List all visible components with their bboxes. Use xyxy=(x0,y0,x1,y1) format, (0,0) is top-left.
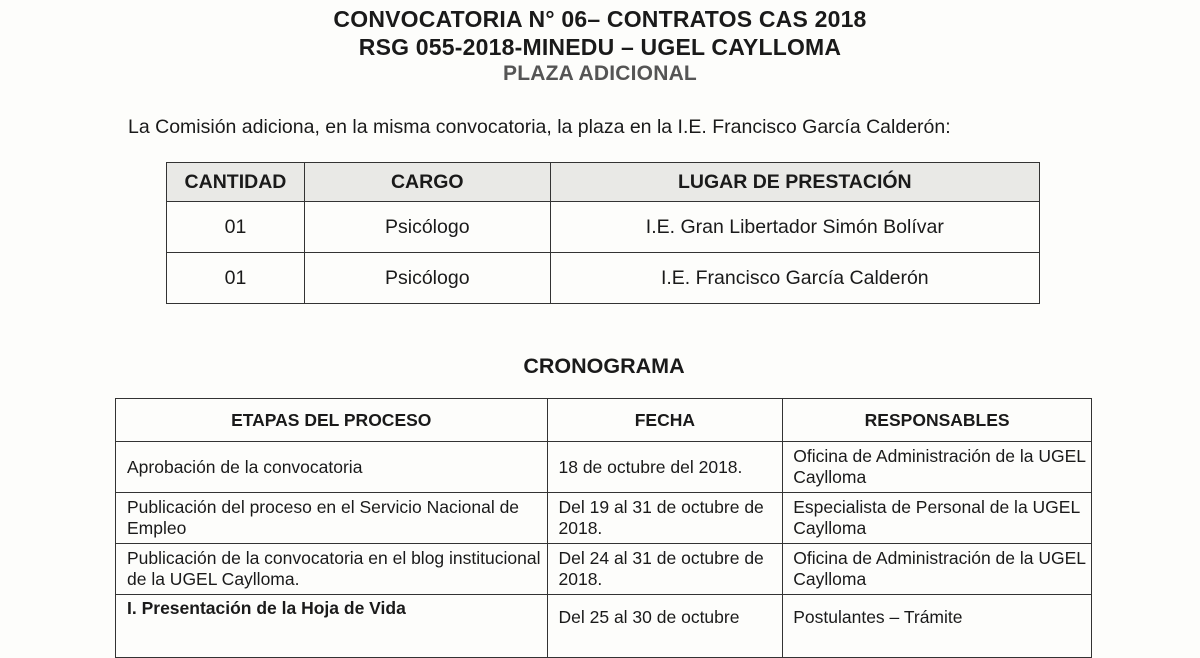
cronograma-title: CRONOGRAMA xyxy=(523,354,685,378)
cell-cargo: Psicólogo xyxy=(304,253,550,304)
stage-heading: I. Presentación de la Hoja de Vida xyxy=(127,598,406,618)
column-header-etapas: ETAPAS DEL PROCESO xyxy=(116,399,548,442)
document-subtitle: RSG 055-2018-MINEDU – UGEL CAYLLOMA xyxy=(358,34,842,60)
cell-cargo: Psicólogo xyxy=(304,202,550,253)
column-header-lugar: LUGAR DE PRESTACIÓN xyxy=(550,163,1039,202)
cell-lugar: I.E. Francisco García Calderón xyxy=(550,253,1039,304)
intro-paragraph: La Comisión adiciona, en la misma convocatoria, la plaza en la I.E. Francisco García Calderón: xyxy=(128,116,951,138)
cell-responsable: Especialista de Personal de la UGEL Caylloma xyxy=(783,493,1092,544)
column-header-responsables: RESPONSABLES xyxy=(783,399,1092,442)
cell-responsable: Oficina de Administración de la UGEL Caylloma xyxy=(783,544,1092,595)
table-row xyxy=(116,595,1092,658)
cell-cantidad: 01 xyxy=(167,202,305,253)
cell-fecha: Del 19 al 31 de octubre de 2018. xyxy=(547,493,783,544)
cronograma-table xyxy=(115,398,1092,658)
cell-responsable: Postulantes – Trámite xyxy=(783,595,1092,658)
cell-etapa: Publicación de la convocatoria en el blog institucional de la UGEL Caylloma. xyxy=(116,544,548,595)
column-header-cargo: CARGO xyxy=(304,163,550,202)
table-header-row xyxy=(167,163,1040,202)
cell-etapa xyxy=(116,595,548,658)
column-header-cantidad: CANTIDAD xyxy=(167,163,305,202)
column-header-fecha: FECHA xyxy=(547,399,783,442)
cell-etapa: Publicación del proceso en el Servicio Nacional de Empleo xyxy=(116,493,548,544)
table-row xyxy=(167,202,1040,253)
cell-responsable: Oficina de Administración de la UGEL Caylloma xyxy=(783,442,1092,493)
table-header-row xyxy=(116,399,1092,442)
cell-etapa: Aprobación de la convocatoria xyxy=(116,442,548,493)
cell-lugar: I.E. Gran Libertador Simón Bolívar xyxy=(550,202,1039,253)
table-row xyxy=(116,544,1092,595)
document-title: CONVOCATORIA N° 06– CONTRATOS CAS 2018 xyxy=(333,6,867,32)
plazas-table xyxy=(166,162,1040,304)
cell-fecha: Del 25 al 30 de octubre xyxy=(547,595,783,658)
document-section-title: PLAZA ADICIONAL xyxy=(503,62,697,85)
cell-cantidad: 01 xyxy=(167,253,305,304)
cell-fecha: Del 24 al 31 de octubre de 2018. xyxy=(547,544,783,595)
table-row xyxy=(167,253,1040,304)
table-row xyxy=(116,442,1092,493)
cell-fecha: 18 de octubre del 2018. xyxy=(547,442,783,493)
table-row xyxy=(116,493,1092,544)
